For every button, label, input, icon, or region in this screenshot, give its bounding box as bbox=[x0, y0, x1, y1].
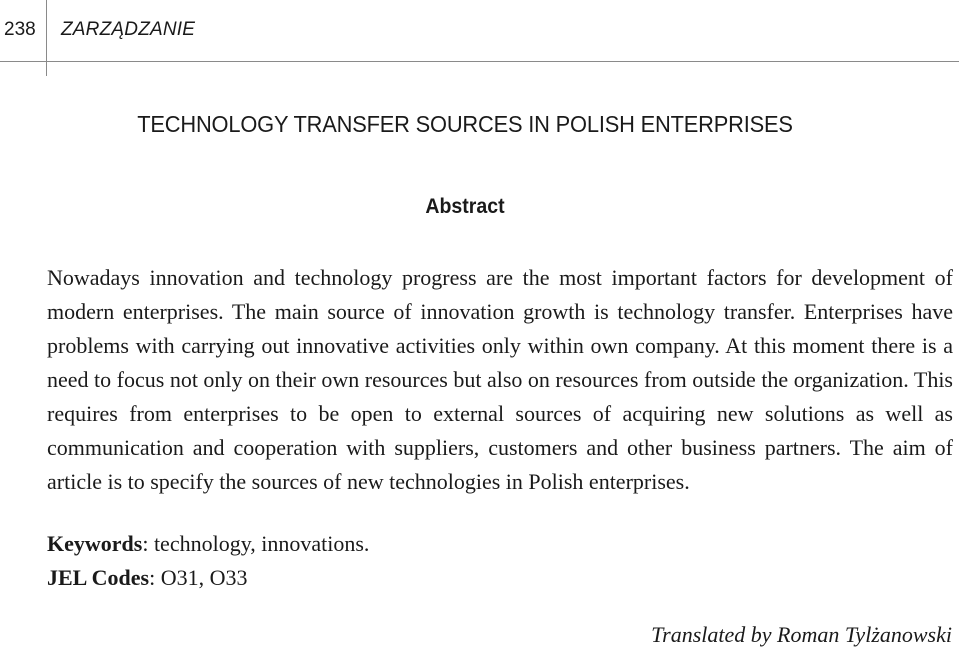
keywords-value: : technology, innovations. bbox=[142, 531, 370, 556]
abstract-heading: Abstract bbox=[425, 195, 505, 218]
header-rule-horizontal bbox=[0, 61, 959, 62]
page-number: 238 bbox=[4, 19, 36, 40]
jel-codes-label: JEL Codes bbox=[47, 565, 150, 590]
jel-codes-value: : O31, O33 bbox=[149, 565, 248, 590]
keywords-line bbox=[47, 527, 369, 561]
keywords-label: Keywords bbox=[47, 531, 143, 556]
translator-credit: Translated by Roman Tylżanowski bbox=[651, 622, 952, 647]
article-title: TECHNOLOGY TRANSFER SOURCES IN POLISH ENTERPRISES bbox=[137, 111, 793, 137]
abstract-body: Nowadays innovation and technology progress are the most important factors for development of modern enterprises. The main source of innovation growth is technology transfer. Enterprises have problems with carrying out innovative activities only within own company. At this moment there is a need to focus not only on their own resources but also on resources from outside the organization. This requires from enterprises to be open to external sources of acquiring new solutions as well as communication and cooperation with suppliers, customers and other business partners. The aim of article is to specify the sources of new technologies in Polish enterprises. bbox=[47, 265, 953, 494]
running-head: ZARZĄDZANIE bbox=[61, 19, 196, 40]
header-rule-vertical bbox=[46, 0, 47, 76]
jel-codes-line bbox=[47, 561, 247, 595]
